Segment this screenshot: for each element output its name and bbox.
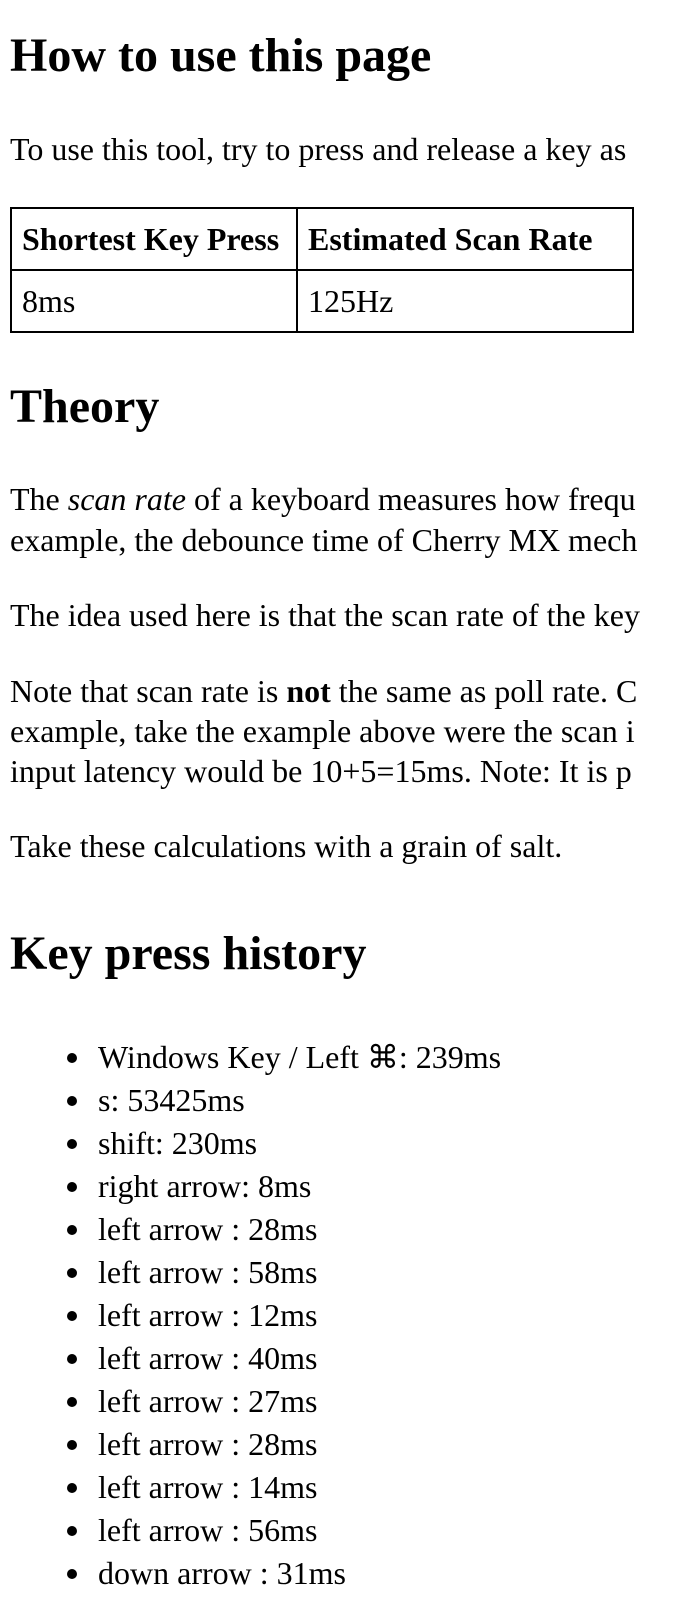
theory-p3-prefix: Note that scan rate is	[10, 673, 287, 709]
bullet-icon	[67, 1268, 77, 1278]
list-item	[0, 1337, 501, 1380]
list-item	[0, 1208, 501, 1251]
shortest-key-press-value: 8ms	[11, 270, 297, 332]
bullet-icon	[67, 1139, 77, 1149]
theory-paragraph-2: The idea used here is that the scan rate of the key	[10, 597, 640, 633]
list-item	[0, 1509, 501, 1552]
bullet-icon	[67, 1225, 77, 1235]
bullet-icon	[67, 1569, 77, 1579]
list-item	[0, 1380, 501, 1423]
history-entry-text: right arrow: 8ms	[98, 1168, 312, 1204]
history-entry-text: s: 53425ms	[98, 1082, 245, 1118]
results-value-row	[11, 270, 633, 332]
theory-paragraph-4: Take these calculations with a grain of salt.	[10, 828, 563, 864]
scan-rate-value: 125Hz	[297, 270, 633, 332]
theory-p1-line2: example, the debounce time of Cherry MX mech	[10, 522, 638, 558]
list-item	[0, 1423, 501, 1466]
history-entry-text: left arrow : 12ms	[98, 1297, 318, 1333]
results-header-row	[11, 208, 633, 270]
list-item	[0, 1251, 501, 1294]
history-entry-text: shift: 230ms	[98, 1125, 258, 1161]
theory-paragraph-1	[10, 479, 636, 520]
history-entry-text: left arrow : 27ms	[98, 1383, 318, 1419]
history-entry-text: left arrow : 14ms	[98, 1469, 318, 1505]
history-entry-text: down arrow : 31ms	[98, 1555, 346, 1591]
header-shortest-key-press: Shortest Key Press	[11, 208, 297, 270]
not-emphasis: not	[286, 673, 331, 709]
theory-p3-suffix: the same as poll rate. C	[330, 673, 638, 709]
list-item	[0, 1036, 501, 1079]
theory-p1-suffix: of a keyboard measures how frequ	[185, 481, 636, 517]
history-entry-text: left arrow : 28ms	[98, 1426, 318, 1462]
how-to-intro: To use this tool, try to press and release a key as	[10, 131, 627, 167]
history-entry-text: left arrow : 40ms	[98, 1340, 318, 1376]
theory-p1-prefix: The	[10, 481, 68, 517]
history-entry-text: left arrow : 58ms	[98, 1254, 318, 1290]
history-entry-text: left arrow : 56ms	[98, 1512, 318, 1548]
theory-p3-line2: example, take the example above were the scan i	[10, 713, 635, 749]
bullet-icon	[67, 1526, 77, 1536]
key-press-history-list	[0, 1036, 501, 1595]
theory-p3-line3: input latency would be 10+5=15ms. Note: It is p	[10, 753, 632, 789]
bullet-icon	[67, 1397, 77, 1407]
bullet-icon	[67, 1311, 77, 1321]
results-table	[10, 207, 634, 333]
bullet-icon	[67, 1483, 77, 1493]
history-entry-text: Windows Key / Left ⌘: 239ms	[98, 1039, 502, 1075]
bullet-icon	[67, 1053, 77, 1063]
header-estimated-scan-rate: Estimated Scan Rate	[297, 208, 633, 270]
list-item	[0, 1294, 501, 1337]
theory-paragraph-3	[10, 671, 637, 712]
how-to-heading: How to use this page	[10, 29, 432, 82]
list-item	[0, 1552, 501, 1595]
bullet-icon	[67, 1440, 77, 1450]
list-item	[0, 1466, 501, 1509]
scan-rate-term: scan rate	[67, 481, 186, 517]
list-item	[0, 1079, 501, 1122]
theory-heading: Theory	[10, 380, 160, 433]
history-entry-text: left arrow : 28ms	[98, 1211, 318, 1247]
list-item	[0, 1122, 501, 1165]
bullet-icon	[67, 1182, 77, 1192]
list-item	[0, 1165, 501, 1208]
key-press-history-heading: Key press history	[10, 927, 367, 980]
bullet-icon	[67, 1096, 77, 1106]
bullet-icon	[67, 1354, 77, 1364]
